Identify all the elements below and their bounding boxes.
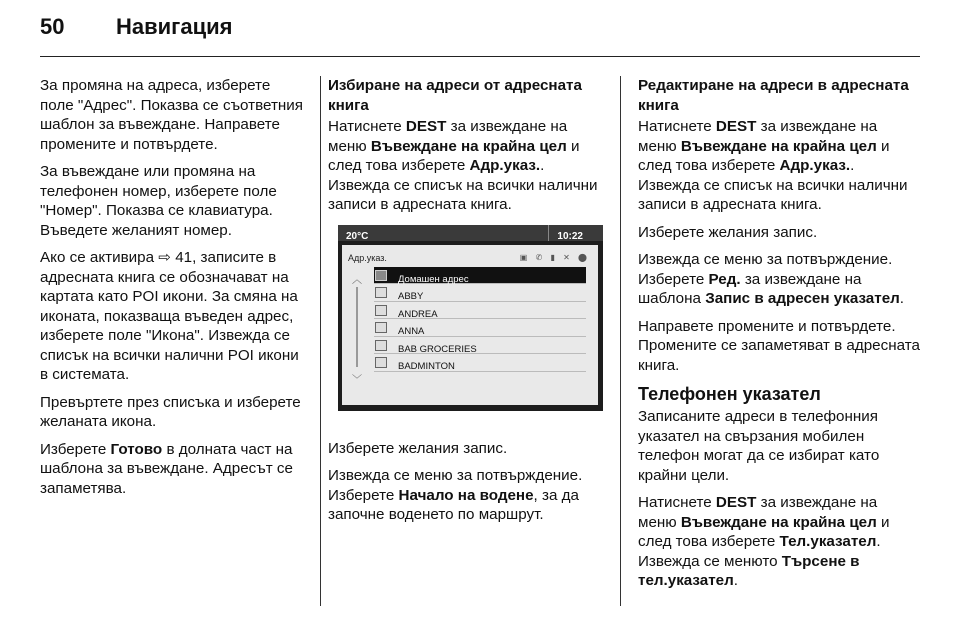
screen-title: Адр.указ. bbox=[348, 252, 387, 263]
text: . bbox=[899, 290, 905, 307]
column-divider bbox=[620, 76, 621, 606]
text: . Извежда се менюто bbox=[638, 533, 881, 570]
page-header bbox=[40, 14, 920, 54]
bold-term: Въвеждане на крайна цел bbox=[680, 137, 877, 155]
paragraph bbox=[40, 248, 306, 385]
header-rule bbox=[40, 56, 920, 57]
bold-term: Готово bbox=[110, 440, 163, 458]
text: Извежда се меню за потвърждение. Изберете bbox=[638, 251, 893, 288]
list-item[interactable] bbox=[374, 337, 586, 355]
list-item[interactable] bbox=[374, 354, 586, 372]
bold-term: Начало на водене bbox=[398, 486, 534, 504]
scroll-up-icon[interactable]: ︿ bbox=[352, 274, 362, 286]
column-3 bbox=[638, 76, 920, 599]
text: , за да започне воденето по маршрут. bbox=[328, 486, 579, 523]
section-heading-large: Телефонен указател bbox=[638, 384, 821, 404]
text: . Извежда се списък на всички налични записи в адресната книга. bbox=[638, 157, 908, 213]
house-icon bbox=[375, 270, 387, 281]
list-item-label: ANDREA bbox=[398, 308, 438, 320]
paragraph: Изберете желания запис. bbox=[328, 439, 508, 457]
bold-term: DEST bbox=[405, 118, 447, 135]
text: Натиснете bbox=[328, 118, 406, 135]
page-reference-link[interactable]: ⇨ 41 bbox=[158, 249, 193, 266]
text: и след това изберете bbox=[638, 137, 890, 174]
paragraph bbox=[40, 440, 306, 499]
page-title: Навигация bbox=[116, 14, 233, 39]
device-screenshot bbox=[338, 225, 603, 411]
text: и след това изберете bbox=[328, 137, 580, 174]
list-item-label: ABBY bbox=[398, 291, 424, 302]
bold-term: DEST bbox=[715, 494, 757, 511]
shopping-icon bbox=[375, 340, 387, 351]
contact-icon bbox=[375, 357, 387, 368]
text: за извеждане на шаблона bbox=[638, 270, 862, 307]
temperature-readout: 20°C bbox=[346, 230, 369, 242]
text: за извеждане на меню bbox=[638, 118, 878, 155]
paragraph: Направете промените и потвърдете. Промените се запаметяват в адресната книга. bbox=[638, 317, 920, 374]
address-book-screen bbox=[342, 245, 598, 405]
section-heading bbox=[638, 76, 920, 115]
address-list bbox=[374, 267, 586, 372]
text: . Извежда се списък на всички налични записи в адресната книга. bbox=[328, 157, 598, 213]
text: за извеждане на меню bbox=[638, 494, 878, 531]
paragraph: Изберете желания запис. bbox=[638, 223, 818, 241]
heading-text: Избиране на адреси от адресната книга bbox=[328, 77, 582, 114]
list-item-label: BAB GROCERIES bbox=[398, 343, 477, 355]
section-heading bbox=[328, 76, 603, 115]
contact-icon bbox=[375, 287, 387, 298]
bold-term: Тел.указател bbox=[779, 533, 877, 550]
list-item[interactable] bbox=[374, 284, 586, 302]
paragraph: Записаните адреси в телефонния указател на свързания мобилен телефон могат да се избират като крайни цели. bbox=[638, 408, 880, 484]
column-divider bbox=[320, 76, 321, 606]
text: Натиснете bbox=[638, 118, 716, 135]
list-item[interactable] bbox=[374, 267, 586, 285]
status-bar bbox=[338, 225, 603, 241]
bold-term: Запис в адресен указател bbox=[705, 290, 900, 307]
text: Ако се активира bbox=[40, 249, 159, 266]
contact-icon bbox=[375, 322, 387, 333]
bold-term: Адр.указ. bbox=[469, 157, 541, 174]
text: в долната част на шаблона за въвеждане. Адресът се запаметява. bbox=[40, 440, 293, 497]
list-item-label: ANNA bbox=[398, 326, 425, 337]
page-number: 50 bbox=[40, 14, 65, 39]
paragraph bbox=[638, 117, 920, 215]
paragraph: За въвеждане или промяна на телефонен номер, изберете поле "Номер". Показва се клавиатура. Въведете желаният номер. bbox=[40, 163, 277, 239]
scroll-down-icon[interactable]: ﹀ bbox=[352, 375, 362, 386]
status-divider bbox=[548, 225, 549, 241]
text: Изберете bbox=[40, 440, 111, 458]
list-item-label: Домашен адрес bbox=[398, 273, 469, 285]
list-item-label: BADMINTON bbox=[398, 361, 455, 372]
status-icons: ▣ ✆ ▮ ✕ ⬤ bbox=[519, 252, 590, 262]
text: за извеждане на меню bbox=[328, 118, 568, 155]
bold-term: DEST bbox=[715, 118, 757, 135]
list-item[interactable] bbox=[374, 302, 586, 320]
paragraph bbox=[638, 250, 920, 309]
column-1 bbox=[40, 76, 306, 506]
list-item[interactable] bbox=[374, 319, 586, 337]
paragraph: За промяна на адреса, изберете поле "Адрес". Показва се съответния шаблон за въвеждане. Направете промените и потвърдете. bbox=[40, 77, 304, 153]
bold-term: Търсене в тел.указател bbox=[638, 552, 860, 589]
paragraph bbox=[328, 466, 603, 525]
paragraph bbox=[328, 117, 603, 215]
paragraph bbox=[638, 493, 920, 591]
column-2 bbox=[328, 76, 603, 533]
bold-term: Въвеждане на крайна цел bbox=[680, 513, 877, 531]
text: Извежда се меню за потвърждение. Изберете bbox=[328, 467, 583, 504]
bold-term: Ред. bbox=[708, 270, 741, 288]
text: Натиснете bbox=[638, 494, 716, 511]
bold-term: Въвеждане на крайна цел bbox=[370, 137, 567, 155]
text: . bbox=[733, 572, 738, 589]
paragraph: Превъртете през списъка и изберете желаната икона. bbox=[40, 393, 301, 430]
bold-term: Адр.указ. bbox=[779, 157, 851, 174]
clock-readout: 10:22 bbox=[557, 230, 583, 242]
text: , записите в адресната книга се обозначават на картата като POI икони. За смяна на иконата, показваща въведен адрес, изберете поле "Икона". Извежда се списък на всички налични POI икони в системата. bbox=[40, 249, 299, 383]
text: и след това изберете bbox=[638, 513, 890, 550]
heading-text: Редактиране на адреси в адресната книга bbox=[638, 77, 909, 114]
scroll-track bbox=[356, 287, 358, 367]
scrollbar[interactable] bbox=[350, 271, 364, 391]
contact-icon bbox=[375, 305, 387, 316]
